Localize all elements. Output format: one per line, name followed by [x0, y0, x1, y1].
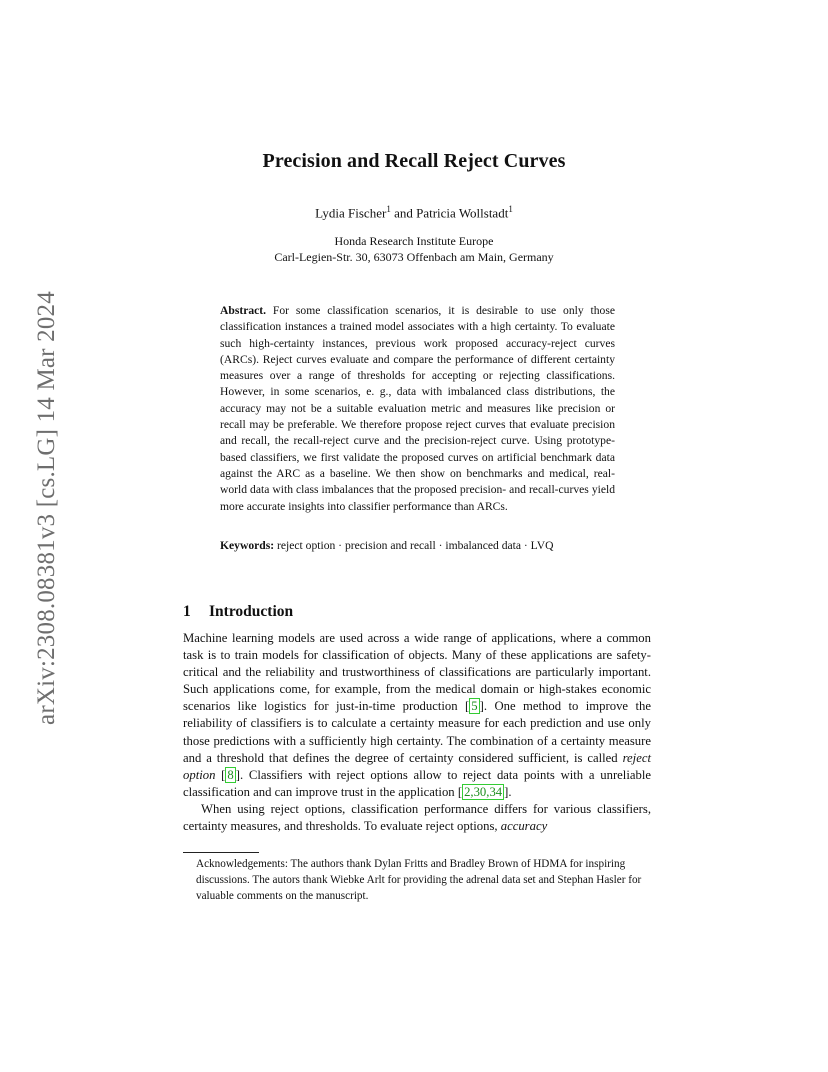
section-title: Introduction — [209, 603, 294, 620]
footnote: Acknowledgements: The authors thank Dylan Fritts and Bradley Brown of HDMA for inspiring discussions. The autors thank Wiebke Arlt for providing the adrenal data set and Stephan Hasler for valuable comments on the manuscript. — [196, 858, 642, 902]
author-name: Lydia Fischer — [315, 205, 387, 221]
paragraph — [183, 801, 651, 835]
keywords-text: reject option · precision and recall · imbalanced data · LVQ — [277, 539, 554, 552]
section-heading — [183, 603, 293, 621]
abstract-label: Abstract. — [220, 304, 267, 317]
paragraph-text: . — [508, 784, 512, 799]
section-number: 1 — [183, 603, 191, 620]
paragraph-text: . Classifiers with reject options allow to reject data points with a unreliable classification and can improve trust in the application — [183, 767, 651, 799]
emphasized-term: reject option — [183, 750, 651, 782]
paragraph-text: When using reject options, classification performance differs for various classifiers, certainty measures, and thresholds. To evaluate reject options, — [183, 801, 651, 834]
citation-link[interactable]: 8 — [227, 767, 234, 782]
citation-link[interactable]: 5 — [471, 699, 478, 714]
affiliation-address: Carl-Legien-Str. 30, 63073 Offenbach am Main, Germany — [274, 250, 554, 264]
citation-link[interactable]: 2,30,34 — [464, 784, 503, 799]
affiliation-institute: Honda Research Institute Europe — [334, 234, 494, 248]
paper-title: Precision and Recall Reject Curves — [262, 150, 566, 172]
paragraph: Machine learning models are used across a wide range of applications, where a common task is to train models for classification of objects. Many of these applications are safety-critical and the reliability and trustworthiness of classifications are particularly important. Such applications come, for example, from the medical domain or high-stakes economic scenarios like logistics for just-in-time production [ 5 ]. One method to improve the reliability of classifiers is to calculate a certainty measure for each prediction and use only those predictions with a sufficiently high certainty. The combination of a certainty measure and a threshold that defines the degree of certainty considered sufficient, is called reject option [ 8 ]. Classifiers with reject options allow to reject data points with a unreliable classification and can improve trust in the application [ 2,30,34 ]. — [183, 631, 651, 799]
keywords — [220, 538, 640, 554]
footnote-rule — [183, 852, 259, 853]
introduction-body — [183, 630, 651, 835]
emphasized-term: accuracy — [500, 819, 548, 834]
paragraph-text: Machine learning models are used across a wide range of applications, where a common task is to train models for classification of objects. Many of these applications are safety-critical and the reliability and trustworthiness of classifications are particularly important. Such applications come, for example, from the medical domain or high-stakes economic scenarios like logistics for just-in-time production — [183, 631, 651, 714]
paragraph-text: . One method to improve the reliability of classifiers is to calculate a certainty measure for each prediction and use only those predictions with a sufficiently high certainty. The combination of a certainty measure and a threshold that defines the degree of certainty considered sufficient, is called — [183, 699, 651, 765]
author-name: Patricia Wollstadt — [416, 205, 509, 221]
keywords-label: Keywords: — [220, 539, 275, 552]
arxiv-identifier-stamp: arXiv:2308.08381v3 [cs.LG] 14 Mar 2024 — [33, 291, 60, 725]
abstract — [220, 303, 615, 515]
author-connector: and — [390, 205, 417, 221]
affiliation-marker: 1 — [386, 204, 391, 214]
abstract-text: For some classification scenarios, it is desirable to use only those classification instances a trained model associates with a high certainty. To evaluate such high-certainty instances, previous work proposed accuracy-reject curves (ARCs). Reject curves evaluate and compare the performance of different certainty measures over a range of thresholds for accepting or rejecting classifications. However, in some scenarios, e. g., data with imbalanced class distributions, the accuracy may not be a suitable evaluation metric and measures like precision or recall may be preferable. We therefore propose reject curves that evaluate precision and recall, the recall-reject curve and the precision-reject curve. Using prototype-based classifiers, we first validate the proposed curves on artificial benchmark data against the ARC as a baseline. We then show on benchmarks and medical, real-world data with class imbalances that the proposed precision- and recall-curves yield more accurate insights into classifier performance than ARCs. — [220, 304, 615, 513]
affiliation-marker: 1 — [508, 204, 513, 214]
author-line — [0, 204, 828, 221]
